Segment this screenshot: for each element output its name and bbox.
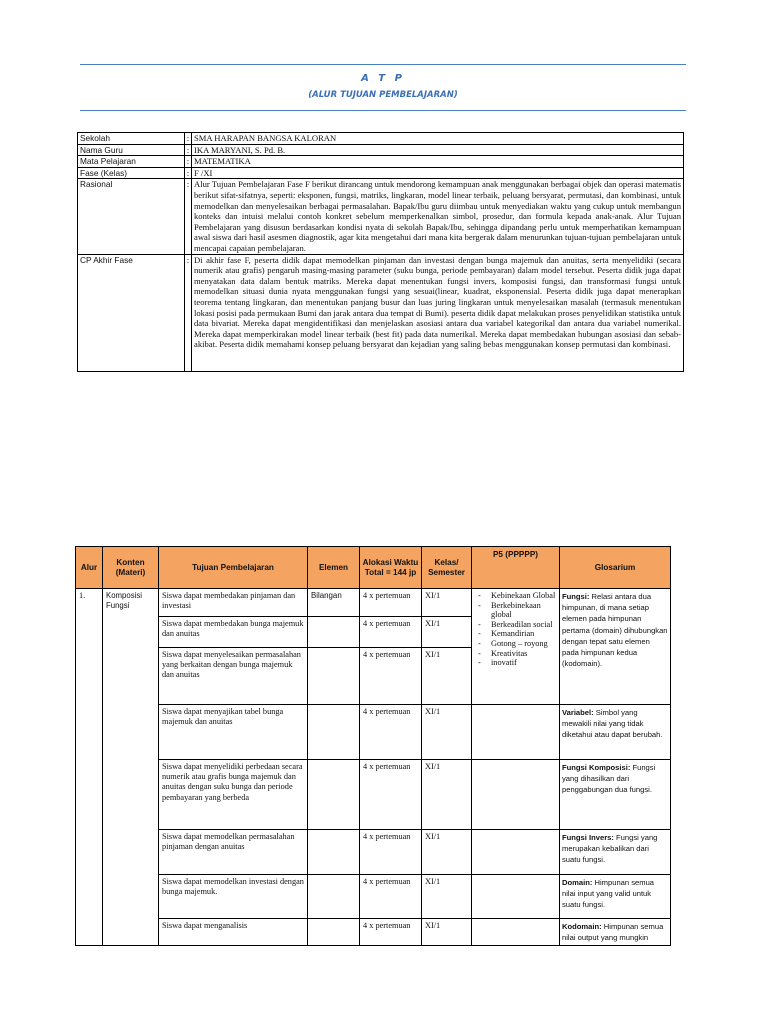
info-separator: :: [185, 133, 192, 145]
alokasi-cell: 4 x pertemuan: [360, 648, 422, 705]
glosarium-definition: Relasi antara dua himpunan, di mana setiap elemen pada himpunan pertama (domain) dihubungkan dengan tepat satu elemen pada himpunan kedua (kodomain).: [562, 592, 668, 669]
glosarium-term: Domain:: [562, 878, 593, 887]
glosarium-term: Variabel:: [562, 708, 594, 717]
tujuan-cell: Siswa dapat membedakan bunga majemuk dan anuitas: [159, 617, 308, 648]
tujuan-cell: Siswa dapat membedakan pinjaman dan investasi: [159, 589, 308, 617]
table-row: [76, 919, 671, 946]
tujuan-cell: Siswa dapat menganalisis: [159, 919, 308, 946]
col-header-p5: P5 (PPPPP): [472, 547, 560, 589]
info-value: IKA MARYANI, S. Pd. B.: [192, 144, 684, 156]
info-row-fase: [78, 167, 684, 179]
glosarium-term: Fungsi:: [562, 592, 590, 601]
table-row: [76, 830, 671, 875]
elemen-cell: [308, 830, 360, 875]
p5-cell: [472, 830, 560, 875]
tujuan-cell: Siswa dapat memodelkan permasalahan pinjaman dengan anuitas: [159, 830, 308, 875]
col-header-alokasi: Alokasi Waktu Total = 144 jp: [360, 547, 422, 589]
glosarium-cell: [560, 919, 671, 946]
col-header-elemen: Elemen: [308, 547, 360, 589]
kelas-cell: XI/1: [422, 705, 472, 760]
elemen-cell: [308, 760, 360, 830]
col-header-tujuan: Tujuan Pembelajaran: [159, 547, 308, 589]
p5-item: - inovatif: [475, 658, 556, 668]
info-separator: :: [185, 254, 192, 371]
info-value: Di akhir fase F, peserta didik dapat memodelkan pinjaman dan investasi dengan bunga majemuk dan anuitas, serta menyelidiki (secara numerik atau grafis) pengaruh masing-masing parameter (suku bunga, periode pembayaran) dalam model tersebut. Peserta didik juga dapat menyatakan data dalam bentuk matriks. Mereka dapat menentukan fungsi invers, komposisi fungsi, dan transformasi fungsi untuk memodelkan situasi dunia nyata menggunakan fungsi yang sesuai(linear, kuadrat, eksponensial. Peserta didik juga dapat menerapkan teorema tentang lingkaran, dan menentukan panjang busur dan luas juring lingkaran untuk menyelesaikan masalah (termasuk menentukan lokasi posisi pada permukaan Bumi dan jarak antara dua tempat di Bumi). peserta didik dapat melakukan proses penyelidikan statistika untuk data bivariat. Mereka dapat mengidentifikasi dan menjelaskan asosiasi antara dua variabel kategorikal dan antara dua variabel numerikal. Mereka dapat memperkirakan model linear terbaik (best fit) pada data numerikal. Mereka dapat membedakan hubungan asosiasi dan sebab-akibat. Peserta didik memahami konsep peluang bersyarat dan kejadian yang saling bebas menggunakan konsep permutasi dan kombinasi.: [192, 254, 684, 371]
glosarium-term: Fungsi Komposisi:: [562, 763, 631, 772]
kelas-cell: XI/1: [422, 875, 472, 919]
p5-cell: [472, 760, 560, 830]
info-value: MATEMATIKA: [192, 156, 684, 168]
kelas-cell: XI/1: [422, 760, 472, 830]
identity-table: [77, 132, 684, 372]
p5-item: - Berkebinekaan global: [475, 601, 556, 620]
info-value: F /XI: [192, 167, 684, 179]
elemen-cell: [308, 648, 360, 705]
p5-list: [475, 591, 556, 668]
info-separator: :: [185, 167, 192, 179]
atp-table: [75, 546, 671, 946]
atp-header-row: [76, 547, 671, 589]
table-row: [76, 760, 671, 830]
kelas-cell: XI/1: [422, 617, 472, 648]
glosarium-cell: [560, 589, 671, 705]
kelas-cell: XI/1: [422, 648, 472, 705]
document-subtitle: (ALUR TUJUAN PEMBELAJARAN): [308, 90, 458, 100]
table-row: [76, 589, 671, 617]
glosarium-term: Kodomain:: [562, 922, 602, 931]
elemen-cell: Bilangan: [308, 589, 360, 617]
p5-cell: [472, 919, 560, 946]
header-top-rule: [80, 64, 686, 65]
elemen-cell: [308, 875, 360, 919]
p5-item: - Kreativitas: [475, 649, 556, 659]
alokasi-cell: 4 x pertemuan: [360, 875, 422, 919]
p5-cell: [472, 875, 560, 919]
info-row-mata-pelajaran: [78, 156, 684, 168]
info-row-rasional: [78, 179, 684, 254]
col-header-kelas: Kelas/ Semester: [422, 547, 472, 589]
glosarium-cell: [560, 830, 671, 875]
alokasi-cell: 4 x pertemuan: [360, 705, 422, 760]
col-header-konten: Konten (Materi): [103, 547, 159, 589]
glosarium-cell: [560, 760, 671, 830]
glosarium-definition: Himpunan semua nilai input yang valid untuk suatu fungsi.: [562, 878, 655, 910]
info-separator: :: [185, 144, 192, 156]
tujuan-cell: Siswa dapat menyelidiki perbedaan secara numerik atau grafis bunga majemuk dan anuitas dengan suku bunga dan periode pembayaran yang berbeda: [159, 760, 308, 830]
elemen-cell: [308, 705, 360, 760]
info-label: Nama Guru: [78, 144, 185, 156]
info-value: SMA HARAPAN BANGSA KALORAN: [192, 133, 684, 145]
p5-cell: [472, 589, 560, 705]
info-label: Fase (Kelas): [78, 167, 185, 179]
tujuan-cell: Siswa dapat menyajikan tabel bunga majemuk dan anuitas: [159, 705, 308, 760]
p5-item: - Kebinekaan Global: [475, 591, 556, 601]
info-row-sekolah: [78, 133, 684, 145]
info-separator: :: [185, 179, 192, 254]
glosarium-cell: [560, 705, 671, 760]
alokasi-cell: 4 x pertemuan: [360, 617, 422, 648]
glosarium-cell: [560, 875, 671, 919]
info-row-nama-guru: [78, 144, 684, 156]
col-header-glosarium: Glosarium: [560, 547, 671, 589]
p5-item: - Gotong – royong: [475, 639, 556, 649]
p5-item: - Berkeadilan social: [475, 620, 556, 630]
konten-materi: Komposisi Fungsi: [103, 589, 159, 946]
document-title: A T P: [361, 73, 405, 84]
info-label: Rasional: [78, 179, 185, 254]
info-row-cp-akhir-fase: [78, 254, 684, 371]
kelas-cell: XI/1: [422, 589, 472, 617]
info-separator: :: [185, 156, 192, 168]
alokasi-cell: 4 x pertemuan: [360, 830, 422, 875]
elemen-cell: [308, 617, 360, 648]
info-value: Alur Tujuan Pembelajaran Fase F berikut dirancang untuk mendorong kemampuan anak menggunakan berbagai objek dan operasi matematis berikut sifat-sifatnya, seperti: eksponen, fungsi, matriks, lingkaran, model linear terbaik, peluang bersyarat, permutasi, dan kombinasi, untuk memodelkan dan menyelesaikan berbagai permasalahan. Bapak/Ibu guru diimbau untuk menyediakan waktu yang cukup untuk membangun konteks dan intuisi melalui contoh konkret sebelum memperkenalkan simbol, prosedur, dan formula kepada anak-anak. Alur Tujuan Pembelajaran yang disusun berdasarkan kondisi nyata di sekolah Bapak/Ibu, sehingga dipandang perlu untuk memperhatikan kemampuan awal siswa dari hasil asesmen diagnostik, agar kita mengetahui dari mana kita bergerak dalam menurunkan tujuan-tujuan pembelajaran untuk mencapai capaian pembelajaran.: [192, 179, 684, 254]
info-label: Sekolah: [78, 133, 185, 145]
glosarium-definition: Fungsi yang dihasilkan dari penggabungan dua fungsi.: [562, 763, 656, 795]
glosarium-definition: Himpunan semua nilai output yang mungkin: [562, 922, 664, 943]
glosarium-definition: Simbol yang mewakili nilai yang tidak diketahui atau dapat berubah.: [562, 708, 663, 740]
kelas-cell: XI/1: [422, 830, 472, 875]
p5-item: - Kemandirian: [475, 629, 556, 639]
table-row: [76, 875, 671, 919]
alur-number: 1.: [76, 589, 103, 946]
col-header-alur: Alur: [76, 547, 103, 589]
elemen-cell: [308, 919, 360, 946]
info-label: Mata Pelajaran: [78, 156, 185, 168]
glosarium-definition: Fungsi yang merupakan kebalikan dari suatu fungsi.: [562, 833, 658, 865]
alokasi-cell: 4 x pertemuan: [360, 919, 422, 946]
alokasi-cell: 4 x pertemuan: [360, 589, 422, 617]
tujuan-cell: Siswa dapat menyelesaikan permasalahan yang berkaitan dengan bunga majemuk dan anuitas: [159, 648, 308, 705]
alokasi-cell: 4 x pertemuan: [360, 760, 422, 830]
p5-cell: [472, 705, 560, 760]
kelas-cell: XI/1: [422, 919, 472, 946]
glosarium-term: Fungsi Invers:: [562, 833, 614, 842]
table-row: [76, 705, 671, 760]
info-label: CP Akhir Fase: [78, 254, 185, 371]
header-bottom-rule: [80, 110, 686, 111]
tujuan-cell: Siswa dapat memodelkan investasi dengan bunga majemuk.: [159, 875, 308, 919]
